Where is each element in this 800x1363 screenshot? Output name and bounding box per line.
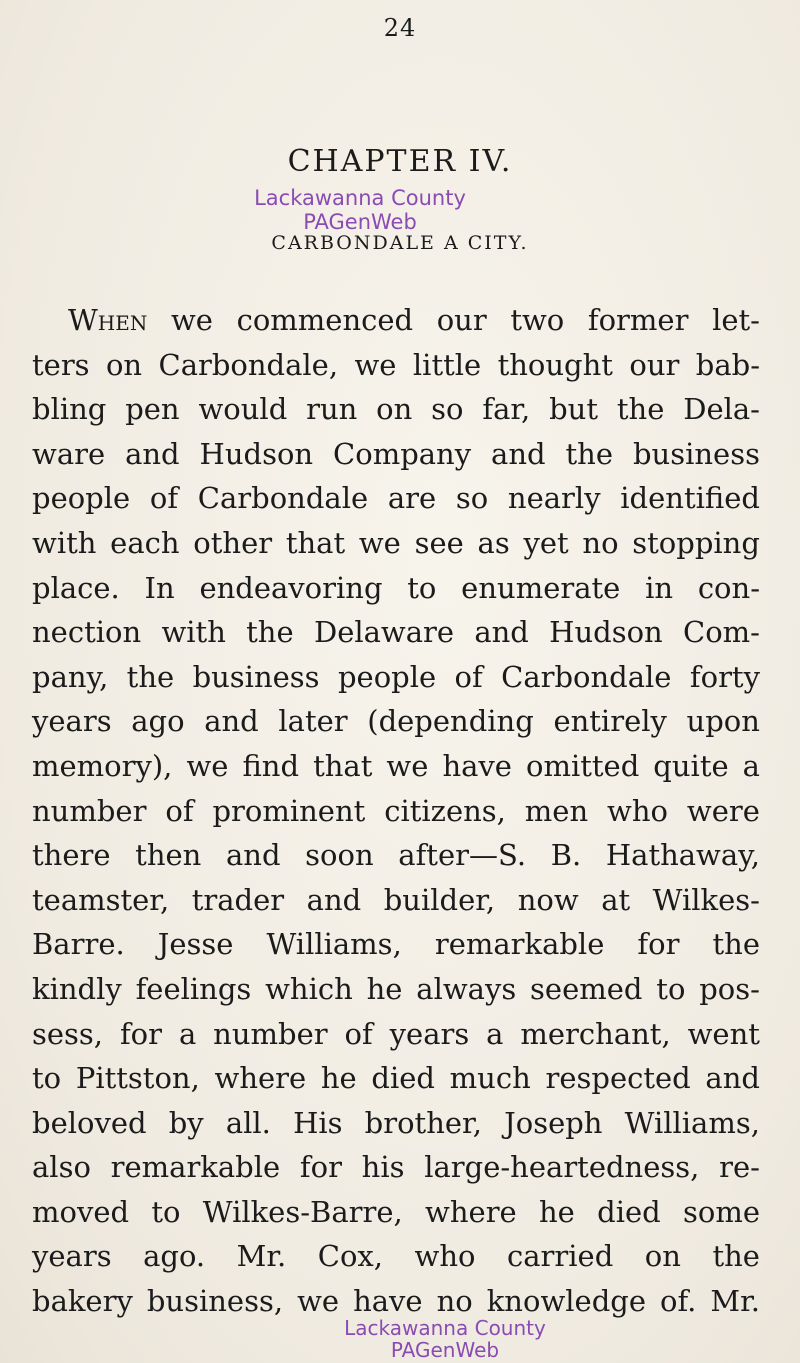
text-word: Pittston,	[75, 1061, 200, 1096]
text-word: former	[587, 303, 689, 337]
text-word: the	[126, 659, 175, 694]
text-word: to	[407, 570, 437, 605]
text-word: we	[386, 748, 429, 783]
text-word: respected	[545, 1061, 691, 1096]
watermark-bottom-line-2: PAGenWeb	[390, 1338, 500, 1362]
text-word: some	[682, 1194, 760, 1229]
text-word: large-heartedness,	[424, 1150, 700, 1185]
text-word: where	[425, 1194, 517, 1229]
text-word: to	[656, 971, 686, 1006]
text-line	[32, 1056, 760, 1101]
text-word: a	[486, 1016, 504, 1051]
watermark-top	[0, 186, 720, 234]
text-word: who	[607, 793, 669, 828]
text-line	[32, 1190, 760, 1235]
text-word: His	[293, 1105, 343, 1140]
text-word: on	[376, 392, 413, 427]
text-word: would	[198, 392, 288, 427]
text-word: two	[510, 303, 565, 337]
text-word: bling	[32, 392, 107, 427]
text-word: Company	[333, 436, 472, 471]
text-word: in	[645, 570, 674, 605]
text-word: with	[32, 525, 97, 560]
text-word: Hudson	[549, 615, 663, 650]
text-word: also	[32, 1150, 91, 1185]
text-word: to	[151, 1194, 181, 1229]
text-word: no	[582, 525, 619, 560]
text-word: all.	[225, 1105, 271, 1140]
text-line	[32, 1145, 760, 1190]
text-word: of	[165, 793, 194, 828]
text-word: men	[524, 793, 589, 828]
text-word: and	[491, 436, 546, 471]
text-line	[32, 833, 760, 878]
text-line	[32, 789, 760, 834]
text-word: quite	[653, 748, 729, 783]
text-word: who	[414, 1239, 476, 1274]
text-line	[32, 387, 760, 432]
text-word: to	[32, 1061, 62, 1096]
watermark-top-line-1: Lackawanna County	[254, 186, 466, 210]
text-line	[32, 521, 760, 566]
text-word: and	[705, 1061, 760, 1096]
text-word: pany,	[32, 659, 109, 694]
text-word: have	[442, 748, 512, 783]
text-word: Carbondale	[501, 659, 672, 694]
text-word: memory),	[32, 748, 173, 783]
text-word: moved	[32, 1194, 130, 1229]
text-word: always	[416, 971, 517, 1006]
watermark-top-line-2: PAGenWeb	[303, 210, 417, 234]
text-word: and	[225, 838, 281, 873]
text-word: Carbondale	[197, 481, 369, 516]
text-word: people	[337, 659, 437, 694]
text-word: on	[105, 347, 143, 382]
text-word: Wilkes-Barre,	[202, 1194, 403, 1229]
text-word: now	[517, 882, 579, 917]
text-word: ago.	[143, 1239, 206, 1274]
text-word: Hudson	[199, 436, 314, 471]
text-word: number	[32, 793, 147, 828]
text-word: so	[431, 392, 464, 427]
text-word: omitted	[525, 748, 640, 783]
text-word: later	[278, 704, 348, 739]
drop-word: When	[68, 303, 148, 337]
text-word: that	[313, 748, 373, 783]
text-line	[32, 967, 760, 1012]
text-word: feelings	[135, 971, 252, 1006]
text-word: Wilkes-	[652, 882, 760, 917]
text-word: builder,	[383, 882, 496, 917]
text-word: business	[632, 436, 760, 471]
text-word: ters	[32, 347, 90, 382]
text-word: that	[285, 525, 346, 560]
text-word: teamster,	[32, 882, 170, 917]
text-word: there	[32, 838, 111, 873]
text-word: bab-	[695, 347, 760, 382]
text-line	[32, 343, 760, 388]
text-word: soon	[305, 838, 374, 873]
text-word: trader	[191, 882, 285, 917]
text-word: of	[454, 659, 483, 694]
text-word: and	[474, 615, 529, 650]
text-word: nection	[32, 615, 142, 650]
text-word: beloved	[32, 1105, 147, 1140]
text-word: and	[204, 704, 259, 739]
text-word: years	[32, 704, 112, 739]
text-word: we	[170, 303, 213, 337]
text-line	[32, 878, 760, 923]
text-word: a	[742, 748, 760, 783]
text-word: bakery	[32, 1284, 133, 1319]
text-line	[32, 699, 760, 744]
text-word: he	[539, 1194, 575, 1229]
text-word: the	[712, 927, 760, 962]
text-word: of	[149, 481, 179, 516]
text-word: pen	[125, 392, 180, 427]
text-word: business	[192, 659, 320, 694]
text-word: Jesse	[157, 927, 234, 962]
text-word: our	[629, 347, 680, 382]
text-word: entirely	[553, 704, 667, 739]
text-word: identified	[620, 481, 760, 516]
text-word: have	[353, 1284, 423, 1319]
text-word: ware	[32, 436, 106, 471]
text-line	[32, 655, 760, 700]
text-word: we	[358, 525, 401, 560]
text-word: of	[344, 1016, 373, 1051]
text-word: years	[32, 1239, 112, 1274]
text-word: Barre.	[32, 927, 125, 962]
text-word: Cox,	[317, 1239, 383, 1274]
text-word: Mr.	[236, 1239, 287, 1274]
text-word: with	[161, 615, 226, 650]
text-word: ago	[131, 704, 185, 739]
text-word: Delaware	[313, 615, 455, 650]
text-word: run	[306, 392, 358, 427]
text-word: we	[186, 748, 229, 783]
text-word: years	[389, 1016, 470, 1051]
text-line	[32, 922, 760, 967]
text-word: con-	[697, 570, 760, 605]
text-word: merchant,	[520, 1016, 671, 1051]
watermark-bottom	[95, 1317, 795, 1361]
text-word: the	[712, 1239, 760, 1274]
text-word: business,	[146, 1284, 284, 1319]
text-word: endeavoring	[199, 570, 383, 605]
text-word: brother,	[364, 1105, 482, 1140]
text-word: seemed	[530, 971, 643, 1006]
text-word: remarkable	[434, 927, 605, 962]
text-word: on	[644, 1239, 681, 1274]
text-word: pos-	[699, 971, 760, 1006]
text-word: he	[320, 1061, 357, 1096]
text-word: at	[601, 882, 631, 917]
text-word: and	[125, 436, 180, 471]
text-word: are	[387, 481, 437, 516]
text-word: for	[299, 1150, 342, 1185]
text-word: died	[597, 1194, 661, 1229]
text-word: kindly	[32, 971, 122, 1006]
text-word: died	[371, 1061, 435, 1096]
text-line	[32, 1101, 760, 1146]
page-number: 24	[383, 14, 417, 42]
text-word: thought	[497, 347, 613, 382]
text-word: carried	[507, 1239, 614, 1274]
text-word: yet	[523, 525, 569, 560]
text-word: citizens,	[384, 793, 506, 828]
text-word: prominent	[212, 793, 366, 828]
text-word: each	[110, 525, 180, 560]
text-word: Williams,	[624, 1105, 760, 1140]
text-word: other	[193, 525, 273, 560]
text-word: enumerate	[461, 570, 621, 605]
text-word: little	[412, 347, 482, 382]
text-word: Joseph	[504, 1105, 603, 1140]
chapter-title: CHAPTER IV.	[287, 144, 513, 179]
text-word: then	[135, 838, 202, 873]
text-word: sess,	[32, 1016, 104, 1051]
text-line	[32, 744, 760, 789]
text-word: find	[242, 748, 300, 783]
text-word: went	[687, 1016, 760, 1051]
text-word: no	[436, 1284, 473, 1319]
text-word: (depending	[367, 704, 534, 739]
text-word: people	[32, 481, 131, 516]
text-word: forty	[689, 659, 760, 694]
text-word: re-	[719, 1150, 760, 1185]
text-word: Carbondale,	[158, 347, 339, 382]
text-word: were	[686, 793, 760, 828]
text-word: he	[366, 971, 403, 1006]
text-word: place.	[32, 570, 120, 605]
text-word: as	[477, 525, 510, 560]
text-line	[32, 476, 760, 521]
text-word: B.	[550, 838, 582, 873]
text-word: of.	[660, 1284, 697, 1319]
text-word: Hathaway,	[605, 838, 760, 873]
text-word: Mr.	[710, 1284, 760, 1319]
text-word: the	[565, 436, 614, 471]
text-word: Com-	[683, 615, 760, 650]
text-word: by	[168, 1105, 204, 1140]
text-word: remarkable	[110, 1150, 281, 1185]
text-word: commenced	[236, 303, 414, 337]
text-word: number	[213, 1016, 328, 1051]
text-word: for	[637, 927, 680, 962]
text-word: but	[549, 392, 599, 427]
text-line	[32, 298, 760, 343]
text-word: and	[306, 882, 362, 917]
text-word: the	[616, 392, 665, 427]
text-word: Dela-	[683, 392, 760, 427]
text-word: knowledge	[486, 1284, 646, 1319]
text-word: which	[265, 971, 353, 1006]
text-word: Williams,	[266, 927, 402, 962]
body-text	[32, 298, 760, 1324]
text-word: his	[361, 1150, 405, 1185]
text-word: our	[436, 303, 487, 337]
text-line	[32, 566, 760, 611]
text-word: stopping	[632, 525, 760, 560]
watermark-bottom-line-1: Lackawanna County	[344, 1316, 546, 1340]
text-line	[32, 1012, 760, 1057]
text-word: nearly	[507, 481, 601, 516]
text-line	[32, 432, 760, 477]
text-line	[32, 1234, 760, 1279]
text-word: In	[144, 570, 175, 605]
text-word: a	[178, 1016, 197, 1051]
text-word: we	[354, 347, 397, 382]
text-line	[32, 610, 760, 655]
text-word: much	[449, 1061, 531, 1096]
text-word: upon	[686, 704, 760, 739]
text-word: so	[455, 481, 489, 516]
text-word: the	[246, 615, 294, 650]
text-word: we	[297, 1284, 340, 1319]
text-word: far,	[482, 392, 531, 427]
text-word: where	[214, 1061, 307, 1096]
text-word: let-	[712, 303, 760, 337]
text-word: after—S.	[398, 838, 527, 873]
text-word: see	[414, 525, 464, 560]
chapter-subtitle: CARBONDALE A CITY.	[271, 232, 529, 254]
text-word: for	[119, 1016, 163, 1051]
